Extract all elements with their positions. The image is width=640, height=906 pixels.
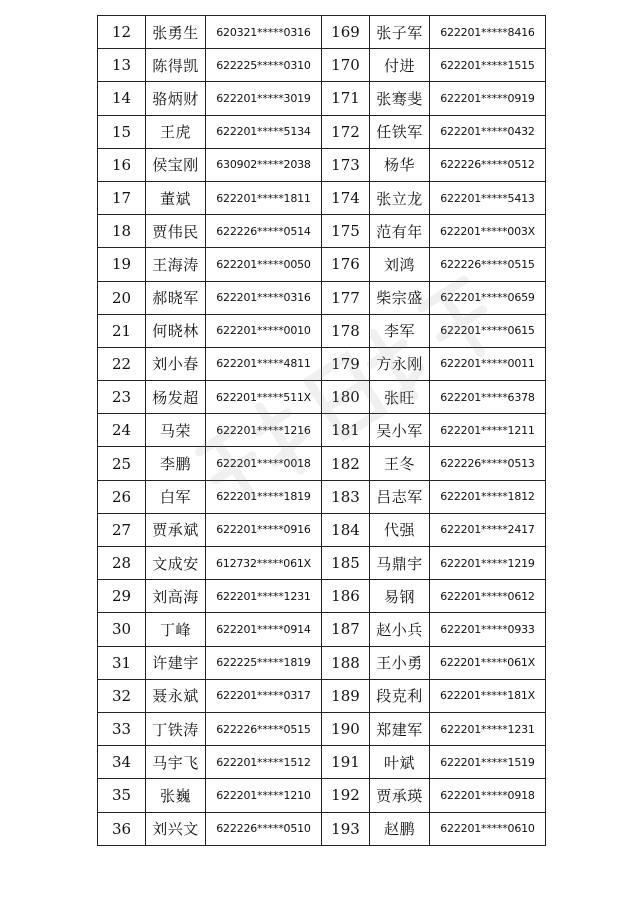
table-row: [98, 480, 546, 513]
right-id-number-cell: 622201*****0011: [430, 347, 546, 380]
left-person-name-cell: 马荣: [146, 414, 206, 447]
right-person-name-cell: 刘鸿: [370, 248, 430, 281]
left-person-name-cell: 贾承斌: [146, 513, 206, 546]
left-id-number-cell: 622201*****5134: [206, 115, 322, 148]
right-id-number-cell: 622201*****181X: [430, 679, 546, 712]
table-row: [98, 414, 546, 447]
right-row-number-cell: 174: [322, 181, 370, 214]
right-row-number-cell: 186: [322, 580, 370, 613]
left-id-number-cell: 622201*****0316: [206, 281, 322, 314]
left-row-number-cell: 36: [98, 812, 146, 845]
table-row: [98, 812, 546, 845]
right-person-name-cell: 段克利: [370, 679, 430, 712]
left-id-number-cell: 622201*****3019: [206, 82, 322, 115]
right-person-name-cell: 易钢: [370, 580, 430, 613]
left-id-number-cell: 622225*****0310: [206, 49, 322, 82]
right-id-number-cell: 622201*****6378: [430, 381, 546, 414]
left-row-number-cell: 33: [98, 712, 146, 745]
right-id-number-cell: 622226*****0513: [430, 447, 546, 480]
table-row: [98, 613, 546, 646]
left-id-number-cell: 622226*****0515: [206, 712, 322, 745]
table-row: [98, 248, 546, 281]
right-id-number-cell: 622226*****0515: [430, 248, 546, 281]
left-id-number-cell: 622201*****4811: [206, 347, 322, 380]
left-row-number-cell: 16: [98, 148, 146, 181]
right-person-name-cell: 张旺: [370, 381, 430, 414]
table-row: [98, 215, 546, 248]
right-id-number-cell: 622201*****5413: [430, 181, 546, 214]
left-person-name-cell: 何晓林: [146, 314, 206, 347]
right-person-name-cell: 吴小军: [370, 414, 430, 447]
right-row-number-cell: 175: [322, 215, 370, 248]
right-row-number-cell: 172: [322, 115, 370, 148]
left-row-number-cell: 14: [98, 82, 146, 115]
right-person-name-cell: 代强: [370, 513, 430, 546]
right-row-number-cell: 182: [322, 447, 370, 480]
right-person-name-cell: 李军: [370, 314, 430, 347]
right-person-name-cell: 叶斌: [370, 746, 430, 779]
left-person-name-cell: 贾伟民: [146, 215, 206, 248]
table-row: [98, 447, 546, 480]
left-row-number-cell: 22: [98, 347, 146, 380]
left-person-name-cell: 郝晓军: [146, 281, 206, 314]
right-person-name-cell: 赵小兵: [370, 613, 430, 646]
left-id-number-cell: 620321*****0316: [206, 16, 322, 49]
right-person-name-cell: 任铁军: [370, 115, 430, 148]
right-person-name-cell: 张骞斐: [370, 82, 430, 115]
left-person-name-cell: 杨发超: [146, 381, 206, 414]
table-row: [98, 547, 546, 580]
left-person-name-cell: 张勇生: [146, 16, 206, 49]
right-id-number-cell: 622201*****1515: [430, 49, 546, 82]
right-id-number-cell: 622201*****0659: [430, 281, 546, 314]
right-id-number-cell: 622201*****1211: [430, 414, 546, 447]
left-row-number-cell: 18: [98, 215, 146, 248]
left-id-number-cell: 622226*****0510: [206, 812, 322, 845]
left-row-number-cell: 17: [98, 181, 146, 214]
left-person-name-cell: 白军: [146, 480, 206, 513]
left-row-number-cell: 12: [98, 16, 146, 49]
left-row-number-cell: 13: [98, 49, 146, 82]
left-id-number-cell: 622201*****0317: [206, 679, 322, 712]
right-row-number-cell: 177: [322, 281, 370, 314]
left-row-number-cell: 21: [98, 314, 146, 347]
left-id-number-cell: 622201*****1210: [206, 779, 322, 812]
right-row-number-cell: 191: [322, 746, 370, 779]
left-person-name-cell: 骆炳财: [146, 82, 206, 115]
right-id-number-cell: 622201*****1812: [430, 480, 546, 513]
left-row-number-cell: 31: [98, 646, 146, 679]
right-row-number-cell: 183: [322, 480, 370, 513]
left-person-name-cell: 董斌: [146, 181, 206, 214]
table-row: [98, 49, 546, 82]
table-row: [98, 746, 546, 779]
right-row-number-cell: 173: [322, 148, 370, 181]
right-id-number-cell: 622201*****0919: [430, 82, 546, 115]
left-person-name-cell: 刘高海: [146, 580, 206, 613]
table-row: [98, 381, 546, 414]
right-person-name-cell: 贾承瑛: [370, 779, 430, 812]
right-row-number-cell: 178: [322, 314, 370, 347]
left-person-name-cell: 王虎: [146, 115, 206, 148]
right-row-number-cell: 180: [322, 381, 370, 414]
right-person-name-cell: 方永刚: [370, 347, 430, 380]
right-person-name-cell: 吕志军: [370, 480, 430, 513]
table-row: [98, 314, 546, 347]
left-id-number-cell: 612732*****061X: [206, 547, 322, 580]
right-row-number-cell: 171: [322, 82, 370, 115]
left-id-number-cell: 622201*****1811: [206, 181, 322, 214]
left-id-number-cell: 622226*****0514: [206, 215, 322, 248]
right-id-number-cell: 622201*****8416: [430, 16, 546, 49]
right-row-number-cell: 187: [322, 613, 370, 646]
table-row: [98, 115, 546, 148]
left-id-number-cell: 622201*****1216: [206, 414, 322, 447]
left-person-name-cell: 张巍: [146, 779, 206, 812]
table-row: [98, 347, 546, 380]
left-person-name-cell: 马宇飞: [146, 746, 206, 779]
left-row-number-cell: 24: [98, 414, 146, 447]
right-person-name-cell: 郑建军: [370, 712, 430, 745]
table-row: [98, 16, 546, 49]
left-id-number-cell: 622201*****511X: [206, 381, 322, 414]
right-id-number-cell: 622201*****0933: [430, 613, 546, 646]
left-person-name-cell: 王海涛: [146, 248, 206, 281]
table-row: [98, 513, 546, 546]
left-id-number-cell: 622201*****0050: [206, 248, 322, 281]
roster-table: [97, 15, 546, 846]
right-id-number-cell: 622201*****003X: [430, 215, 546, 248]
right-person-name-cell: 王小勇: [370, 646, 430, 679]
right-person-name-cell: 马鼎宇: [370, 547, 430, 580]
right-row-number-cell: 179: [322, 347, 370, 380]
left-id-number-cell: 622201*****0010: [206, 314, 322, 347]
left-id-number-cell: 622201*****1512: [206, 746, 322, 779]
right-id-number-cell: 622201*****0918: [430, 779, 546, 812]
right-row-number-cell: 190: [322, 712, 370, 745]
left-person-name-cell: 聂永斌: [146, 679, 206, 712]
left-row-number-cell: 30: [98, 613, 146, 646]
table-row: [98, 646, 546, 679]
left-id-number-cell: 630902*****2038: [206, 148, 322, 181]
right-row-number-cell: 176: [322, 248, 370, 281]
table-row: [98, 779, 546, 812]
table-row: [98, 181, 546, 214]
right-row-number-cell: 189: [322, 679, 370, 712]
right-row-number-cell: 184: [322, 513, 370, 546]
right-row-number-cell: 169: [322, 16, 370, 49]
left-row-number-cell: 32: [98, 679, 146, 712]
left-row-number-cell: 27: [98, 513, 146, 546]
left-person-name-cell: 李鹏: [146, 447, 206, 480]
right-row-number-cell: 192: [322, 779, 370, 812]
right-person-name-cell: 赵鹏: [370, 812, 430, 845]
right-id-number-cell: 622201*****1219: [430, 547, 546, 580]
right-id-number-cell: 622226*****0512: [430, 148, 546, 181]
right-row-number-cell: 185: [322, 547, 370, 580]
left-person-name-cell: 许建宇: [146, 646, 206, 679]
left-person-name-cell: 侯宝刚: [146, 148, 206, 181]
right-id-number-cell: 622201*****1231: [430, 712, 546, 745]
left-id-number-cell: 622201*****1231: [206, 580, 322, 613]
right-id-number-cell: 622201*****0610: [430, 812, 546, 845]
right-id-number-cell: 622201*****0615: [430, 314, 546, 347]
right-row-number-cell: 170: [322, 49, 370, 82]
right-person-name-cell: 杨华: [370, 148, 430, 181]
right-person-name-cell: 王冬: [370, 447, 430, 480]
left-row-number-cell: 15: [98, 115, 146, 148]
left-row-number-cell: 28: [98, 547, 146, 580]
roster-body: [98, 16, 546, 846]
left-person-name-cell: 丁铁涛: [146, 712, 206, 745]
left-id-number-cell: 622201*****0018: [206, 447, 322, 480]
right-person-name-cell: 张立龙: [370, 181, 430, 214]
table-row: [98, 148, 546, 181]
left-person-name-cell: 文成安: [146, 547, 206, 580]
left-id-number-cell: 622225*****1819: [206, 646, 322, 679]
right-person-name-cell: 付进: [370, 49, 430, 82]
right-row-number-cell: 181: [322, 414, 370, 447]
left-id-number-cell: 622201*****0916: [206, 513, 322, 546]
left-person-name-cell: 刘小春: [146, 347, 206, 380]
right-id-number-cell: 622201*****0432: [430, 115, 546, 148]
right-id-number-cell: 622201*****1519: [430, 746, 546, 779]
right-id-number-cell: 622201*****061X: [430, 646, 546, 679]
table-row: [98, 82, 546, 115]
left-row-number-cell: 23: [98, 381, 146, 414]
left-person-name-cell: 陈得凯: [146, 49, 206, 82]
left-row-number-cell: 20: [98, 281, 146, 314]
left-id-number-cell: 622201*****0914: [206, 613, 322, 646]
right-person-name-cell: 柴宗盛: [370, 281, 430, 314]
table-row: [98, 679, 546, 712]
left-row-number-cell: 26: [98, 480, 146, 513]
right-row-number-cell: 193: [322, 812, 370, 845]
left-row-number-cell: 34: [98, 746, 146, 779]
right-person-name-cell: 张子军: [370, 16, 430, 49]
right-row-number-cell: 188: [322, 646, 370, 679]
left-row-number-cell: 19: [98, 248, 146, 281]
right-id-number-cell: 622201*****2417: [430, 513, 546, 546]
left-person-name-cell: 丁峰: [146, 613, 206, 646]
table-row: [98, 580, 546, 613]
table-row: [98, 281, 546, 314]
left-row-number-cell: 29: [98, 580, 146, 613]
left-id-number-cell: 622201*****1819: [206, 480, 322, 513]
table-row: [98, 712, 546, 745]
left-row-number-cell: 25: [98, 447, 146, 480]
left-person-name-cell: 刘兴文: [146, 812, 206, 845]
right-person-name-cell: 范有年: [370, 215, 430, 248]
left-row-number-cell: 35: [98, 779, 146, 812]
right-id-number-cell: 622201*****0612: [430, 580, 546, 613]
